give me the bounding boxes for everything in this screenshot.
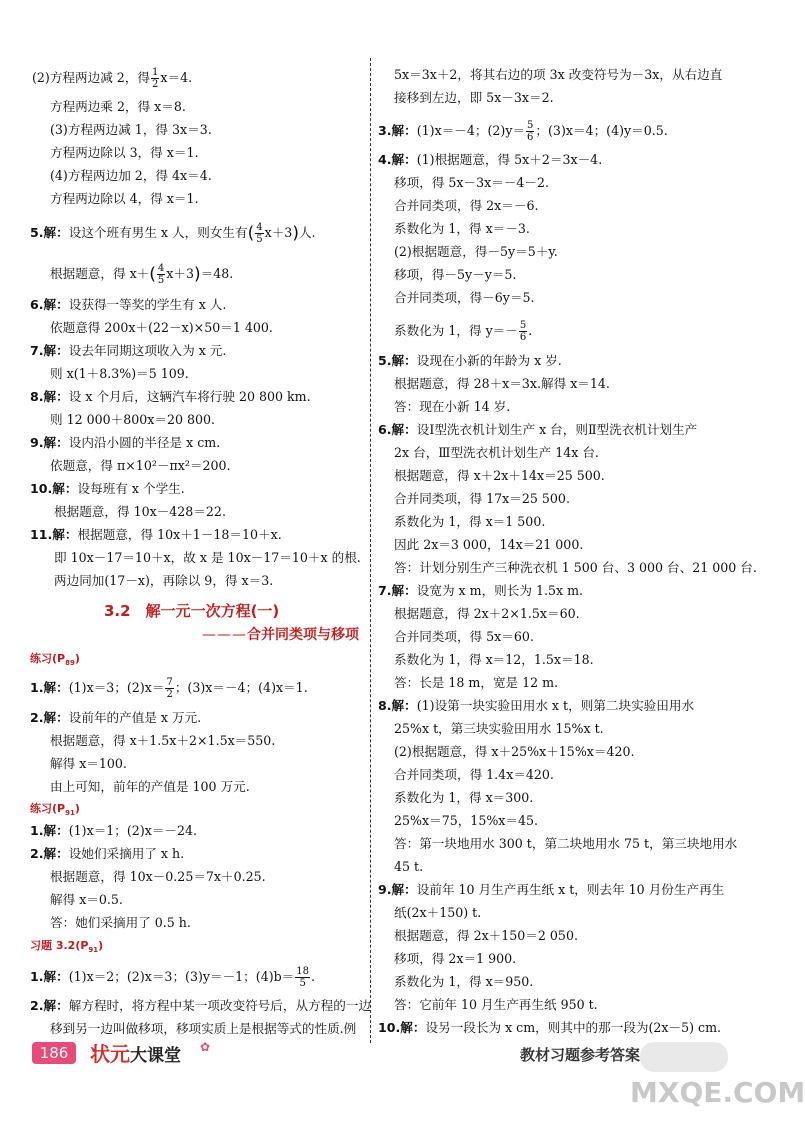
text-line: 两边同加(17－x)，再除以 9，得 x＝3.	[54, 573, 274, 588]
text-line: 10.解：设每班有 x 个学生.	[30, 481, 185, 496]
text-line: 2.解：解方程时，将方程中某一项改变符号后，从方程的一边	[30, 998, 371, 1013]
text-line: 依题意，得 π×10²－πx²＝200.	[50, 458, 231, 473]
text-line: 答：它前年 10 月生产再生纸 950 t.	[394, 997, 598, 1012]
text-line: 解得 x＝100.	[50, 756, 127, 771]
exercise-tag: 习题 $3.2(P_{91})$	[30, 939, 104, 955]
text-line: 系数化为 1，得 x＝300.	[394, 790, 534, 805]
text-line: 8.解：设 x 个月后，这辆汽车将行驶 20 800 km.	[30, 389, 311, 404]
text-line: 3.解：(1)x＝－4；(2)y＝ $\frac{5}{6}$ ；(3)x＝4；(4)y＝0.5.	[378, 120, 668, 143]
text-line: 5.解：设现在小新的年龄为 x 岁.	[378, 353, 562, 368]
text-line: 根据题意，得 x＋2x＋14x＝25 500.	[394, 468, 605, 483]
exercise-tag: 练习$(P_{89})$	[30, 652, 80, 668]
text-line: (2)根据题意，得 x＋25%x＋15%x＝420.	[394, 744, 635, 759]
text-line: 7.解：设宽为 x m，则长为 1.5x m.	[378, 583, 584, 598]
footer-title: 教材习题参考答案	[520, 1046, 641, 1064]
column-divider	[370, 58, 371, 1043]
text-line: 合并同类项，得 1.4x＝420.	[394, 767, 554, 782]
text-line: 移到另一边叫做移项，移项实质上是根据等式的性质.例	[50, 1021, 357, 1036]
text-line: (3)方程两边减 1，得 3x＝3.	[50, 122, 212, 137]
text-line: 5.解：设这个班有男生 x 人，则女生有( $\frac{4}{5}$ x＋3)人.	[30, 222, 316, 245]
text-line: 答：计划分别生产三种洗衣机 1 500 台、3 000 台、21 000 台.	[394, 560, 757, 575]
text-line: 2.解：设她们采摘用了 x h.	[30, 846, 185, 861]
text-line: (4)方程两边加 2，得 4x＝4.	[50, 168, 212, 183]
text-line: 8.解：(1)设第一块实验田用水 x t，则第二块实验田用水	[378, 698, 695, 713]
text-line: 1.解：(1)x＝1；(2)x＝－24.	[30, 823, 198, 838]
text-line: 5x＝3x＋2，将其右边的项 3x 改变符号为－3x，从右边直	[394, 67, 723, 82]
text-line: 1.解：(1)x＝3；(2)x＝ $\frac{7}{2}$ ；(3)x＝－4；(4)x＝1.	[30, 677, 308, 700]
text-line: 根据题意，得 10x－0.25＝7x＋0.25.	[50, 869, 266, 884]
text-line: 系数化为 1，得 y＝－ $\frac{5}{6}$ .	[394, 320, 533, 343]
text-line: 则 x(1＋8.3%)＝5 109.	[50, 366, 189, 381]
text-line: 根据题意，得 x＋( $\frac{4}{5}$ x＋3)＝48.	[50, 263, 234, 286]
brand-logo: 状元大课堂	[90, 1042, 181, 1066]
text-line: 根据题意，得 10x－428＝22.	[54, 504, 226, 519]
text-line: 系数化为 1，得 x＝－3.	[394, 221, 530, 236]
text-line: 25%x t，第三块实验田用水 15%x t.	[394, 721, 604, 736]
page-number: 186	[32, 1042, 76, 1064]
text-line: 2.解：设前年的产值是 x 万元.	[30, 710, 202, 725]
text-line: 解得 x＝0.5.	[50, 892, 123, 907]
text-line: 合并同类项，得 17x＝25 500.	[394, 491, 570, 506]
text-line: 25%x＝75，15%x＝45.	[394, 813, 539, 828]
text-line: 答：第一块地用水 300 t，第二块地用水 75 t，第三块地用水	[394, 836, 738, 851]
text-line: 系数化为 1，得 x＝1 500.	[394, 514, 546, 529]
section-title: 3.2 解一元一次方程(一)	[104, 602, 280, 620]
text-line: 移项，得－5y－y＝5.	[394, 267, 517, 282]
text-line: 1.解：(1)x＝2；(2)x＝3；(3)y＝－1；(4)b＝ $\frac{18}{5}$ .	[30, 966, 316, 989]
text-line: 4.解：(1)根据题意，得 5x＋2＝3x－4.	[378, 152, 603, 167]
text-line: 因此 2x＝3 000，14x＝21 000.	[394, 537, 584, 552]
text-line: 根据题意，得 2x＋2×1.5x＝60.	[394, 606, 580, 621]
text-line: 6.解：设获得一等奖的学生有 x 人.	[30, 297, 227, 312]
text-line: 根据题意，得 2x＋150＝2 050.	[394, 928, 578, 943]
text-line: 根据题意，得 28＋x＝3x.解得 x＝14.	[394, 376, 610, 391]
text-line: 接移到左边，即 5x－3x＝2.	[394, 90, 554, 105]
text-line: 答：现在小新 14 岁.	[394, 399, 511, 414]
exercise-tag: 练习$(P_{91})$	[30, 802, 80, 818]
text-line: 由上可知，前年的产值是 100 万元.	[50, 779, 250, 794]
text-line: 方程两边乘 2，得 x＝8.	[50, 99, 186, 114]
text-line: 答：她们采摘用了 0.5 h.	[50, 915, 191, 930]
text-line: 依题意得 200x＋(22－x)×50＝1 400.	[50, 320, 273, 335]
text-line: 移项，得 5x－3x＝－4－2.	[394, 175, 550, 190]
text-line: 即 10x－17＝10＋x，故 x 是 10x－17＝10＋x 的根.	[54, 550, 361, 565]
section-subtitle: ———合并同类项与移项	[202, 627, 359, 643]
text-line: 6.解：设Ⅰ型洗衣机计划生产 x 台，则Ⅱ型洗衣机计划生产	[378, 422, 698, 437]
text-line: 2x 台，Ⅲ型洗衣机计划生产 14x 台.	[394, 445, 599, 460]
text-line: 合并同类项，得 5x＝60.	[394, 629, 534, 644]
text-line: 纸(2x＋150) t.	[394, 905, 482, 920]
text-line: 方程两边除以 3，得 x＝1.	[50, 145, 199, 160]
text-line: 7.解：设去年同期这项收入为 x 元.	[30, 343, 227, 358]
text-line: 合并同类项，得 2x＝－6.	[394, 198, 539, 213]
text-line: 9.解：设前年 10 月生产再生纸 x t，则去年 10 月份生产再生	[378, 882, 725, 897]
text-line: 合并同类项，得－6y＝5.	[394, 290, 535, 305]
text-line: 答：长是 18 m，宽是 12 m.	[394, 675, 559, 690]
text-line: 移项，得 2x＝1 900.	[394, 951, 517, 966]
text-line: 根据题意，得 x＋1.5x＋2×1.5x＝550.	[50, 733, 276, 748]
page-footer	[0, 1036, 805, 1121]
text-line: 系数化为 1，得 x＝12，1.5x＝18.	[394, 652, 594, 667]
fraction: $\frac{1}{2}$	[152, 67, 159, 90]
text-line: 11.解：根据题意，得 10x＋1－18＝10＋x.	[30, 527, 282, 542]
flower-icon: ✿	[200, 1040, 211, 1054]
text-line: 方程两边除以 4，得 x＝1.	[50, 191, 199, 206]
text-line: 10.解：设另一段长为 x cm，则其中的那一段为(2x－5) cm.	[378, 1020, 722, 1035]
text-line: 则 12 000＋800x＝20 800.	[50, 412, 216, 427]
text-line: 45 t.	[394, 859, 424, 874]
text-line: 系数化为 1，得 x＝950.	[394, 974, 534, 989]
text-line: 9.解：设内沿小圆的半径是 x cm.	[30, 435, 221, 450]
watermark: MXQE.COM	[630, 1076, 805, 1109]
text-line: (2)方程两边减 2，得 $\frac{1}{2}$ x＝4.	[32, 67, 193, 90]
watermark-badge-icon	[640, 1042, 728, 1072]
text-line: (2)根据题意，得－5y＝5＋y.	[394, 244, 558, 259]
